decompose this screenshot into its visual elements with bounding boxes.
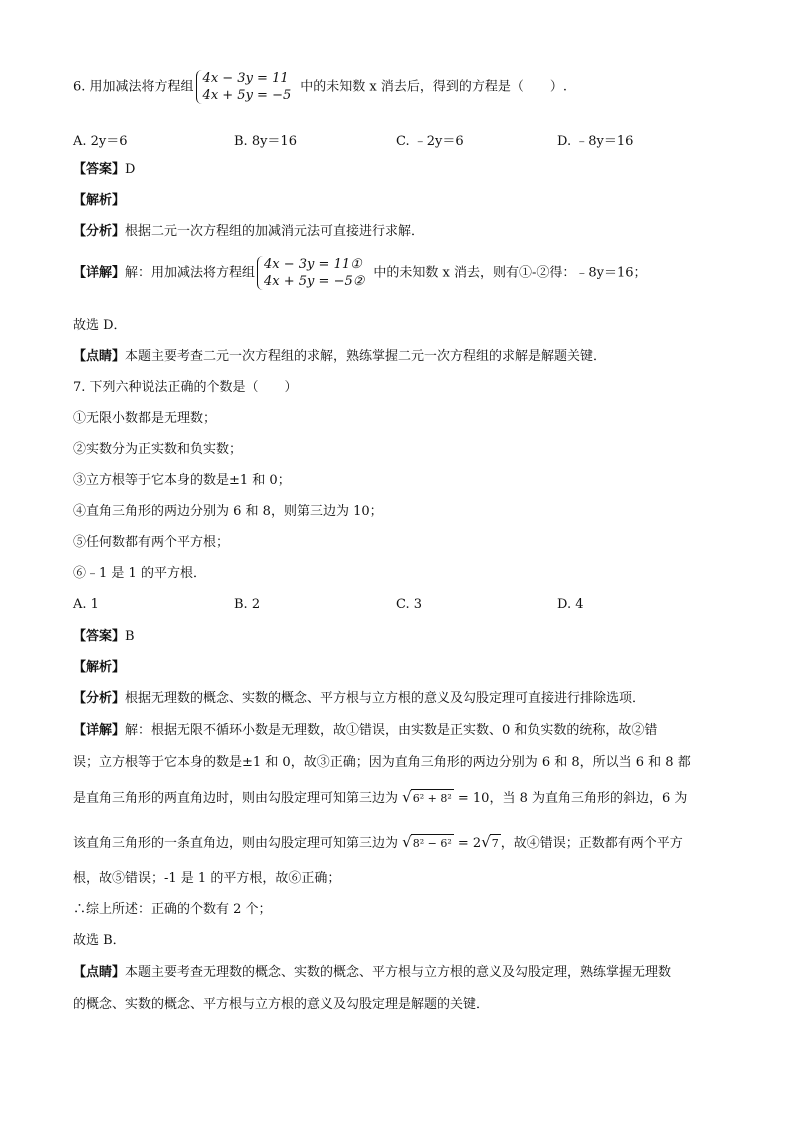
q7-option-c: C. 3 — [396, 597, 423, 612]
q7-statement-3: ③立方根等于它本身的数是±1 和 0； — [73, 473, 291, 488]
q7-xiangjie-l4a: 该直角三角形的一条直角边，则由勾股定理可知第三边为 — [73, 836, 399, 851]
q6-xiangjie — [73, 256, 647, 290]
sqrt-sign-icon: √ — [402, 788, 412, 806]
q7-analysis-title: 【解析】 — [73, 660, 126, 675]
q6-fenxi-text: 根据二元一次方程组的加减消元法可直接进行求解． — [125, 224, 425, 239]
q7-statement-4: ④直角三角形的两边分别为 6 和 8，则第三边为 10； — [73, 504, 383, 519]
q7-statement-6: ⑥﹣1 是 1 的平方根． — [73, 566, 206, 581]
q6-xiangjie-prefix: 解：用加减法将方程组 — [125, 265, 256, 281]
q7-xiangjie-l4b: ，故④错误；正数都有两个平方 — [500, 836, 683, 851]
q7-xiangjie-l3b: = 10，当 8 为直角三角形的斜边，6 为 — [457, 791, 688, 806]
q7-answer-value: B — [125, 629, 135, 644]
q7-statement-2: ②实数分为正实数和负实数； — [73, 442, 243, 457]
q7-conclusion: 故选 B． — [73, 933, 126, 948]
q7-fenxi-text: 根据无理数的概念、实数的概念、平方根与立方根的意义及勾股定理可直接进行排除选项． — [125, 691, 646, 706]
q6-fenxi-tag: 【分析】 — [73, 224, 126, 239]
q7-xiangjie-tag: 【详解】 — [73, 723, 126, 738]
q6-xiangjie-tag: 【详解】 — [73, 265, 126, 281]
sqrt-sign-icon: √ — [481, 833, 491, 851]
q6-option-b: B. 8y＝16 — [234, 134, 297, 149]
q7-fenxi-tag: 【分析】 — [73, 691, 126, 706]
q7-statement-5: ⑤任何数都有两个平方根； — [73, 535, 230, 550]
q6-conclusion: 故选 D． — [73, 318, 127, 333]
q6-option-a: A. 2y＝6 — [73, 134, 128, 149]
q7-statement-1: ①无限小数都是无理数； — [73, 411, 217, 426]
q6-answer — [73, 161, 135, 179]
q7-sqrt-2-eq: = 2 — [457, 836, 482, 851]
q6-option-d: D. ﹣8y＝16 — [557, 134, 634, 149]
q6-xiangjie-eq1: 4x − 3y = 11① — [264, 257, 362, 272]
q6-option-c: C. ﹣2y＝6 — [396, 134, 464, 149]
q6-xiangjie-eq2: 4x + 5y = −5② — [264, 274, 365, 289]
q7-xiangjie-line-2: 误；立方根等于它本身的数是±1 和 0，故③正确；因为直角三角形的两边分别为 6 和 8，所以当 6 和 8 都 — [73, 755, 691, 770]
q7-option-a: A. 1 — [73, 597, 99, 612]
q6-fenxi — [73, 223, 424, 241]
q7-option-d: D. 4 — [557, 597, 584, 612]
q6-eq1: 4x − 3y = 11 — [202, 71, 289, 86]
q6-eq2: 4x + 5y = −5 — [202, 88, 292, 103]
q7-xiangjie-line-4 — [73, 833, 683, 853]
q7-summary: ∴综上所述：正确的个数有 2 个； — [73, 902, 272, 917]
q7-xiangjie-line-1 — [73, 722, 657, 740]
q7-answer — [73, 628, 135, 646]
q6-dianjing-tag: 【点睛】 — [73, 349, 126, 364]
q6-dianjing-text: 本题主要考查二元一次方程组的求解，熟练掌握二元一次方程组的求解是解题关键． — [125, 349, 607, 364]
q7-dianjing-line-1 — [73, 964, 671, 982]
q7-dianjing-l1: 本题主要考查无理数的概念、实数的概念、平方根与立方根的意义及勾股定理，熟练掌握无理数 — [125, 965, 672, 980]
q7-xiangjie-line-5: 根，故⑤错误；-1 是 1 的平方根，故⑥正确； — [73, 871, 341, 886]
q7-sqrt-2: 8² − 6² — [411, 834, 454, 853]
q6-answer-value: D — [125, 162, 136, 177]
q6-equation-system — [196, 70, 298, 104]
q7-stem: 7. 下列六种说法正确的个数是（ ） — [73, 380, 298, 395]
q7-xiangjie-l1: 解：根据无限不循环小数是无理数，故①错误，由实数是正实数、0 和负实数的统称，故②错 — [125, 723, 658, 738]
q7-dianjing-line-2: 的概念、实数的概念、平方根与立方根的意义及勾股定理是解题的关键． — [73, 997, 490, 1012]
q6-dianjing — [73, 348, 606, 366]
q6-prefix: 6. 用加减法将方程组 — [73, 79, 194, 95]
q7-dianjing-tag: 【点睛】 — [73, 965, 126, 980]
q6-suffix: 中的未知数 x 消去后，得到的方程是（ ）. — [300, 79, 567, 95]
q6-analysis-title: 【解析】 — [73, 193, 126, 208]
sqrt-sign-icon: √ — [402, 833, 412, 851]
q7-option-b: B. 2 — [234, 597, 261, 612]
q6-xiangjie-suffix: 中的未知数 x 消去，则有①-②得：﹣8y＝16； — [373, 265, 647, 281]
q7-answer-tag: 【答案】 — [73, 629, 126, 644]
q6-answer-tag: 【答案】 — [73, 162, 126, 177]
q7-xiangjie-l3a: 是直角三角形的两直角边时，则由勾股定理可知第三边为 — [73, 791, 399, 806]
q7-sqrt-1: 6² + 8² — [411, 789, 454, 808]
q7-sqrt-3: 7 — [490, 834, 501, 853]
q7-fenxi — [73, 690, 645, 708]
q6-xiangjie-system — [257, 256, 370, 290]
q6-stem — [73, 70, 567, 104]
q7-xiangjie-line-3 — [73, 788, 687, 808]
